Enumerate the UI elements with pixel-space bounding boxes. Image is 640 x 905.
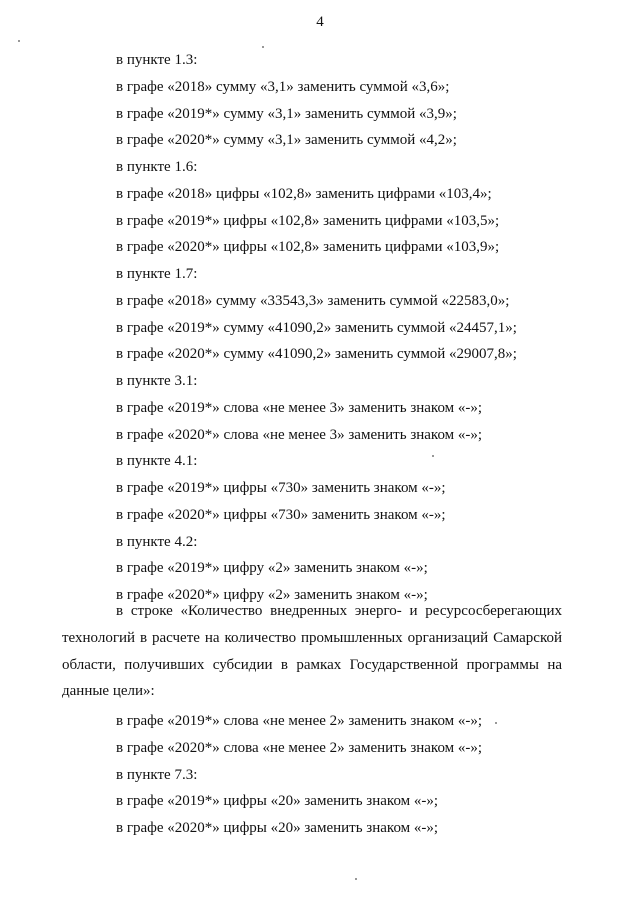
amendment-line: в графе «2019*» слова «не менее 3» заменить знаком «-»;	[116, 399, 483, 416]
amendment-line: в графе «2019*» сумму «3,1» заменить суммой «3,9»;	[116, 105, 457, 122]
amendment-line: в графе «2019*» цифры «20» заменить знаком «-»;	[116, 793, 439, 810]
scan-speck	[18, 40, 20, 42]
amendment-line: в графе «2020*» сумму «3,1» заменить суммой «4,2»;	[116, 132, 457, 149]
page-number: 4	[316, 14, 324, 30]
amendment-line: в графе «2019*» сумму «41090,2» заменить суммой «24457,1»;	[116, 319, 517, 336]
amendment-line: в графе «2018» цифры «102,8» заменить цифрами «103,4»;	[116, 185, 492, 202]
amendment-line: в графе «2019*» цифры «730» заменить знаком «-»;	[116, 480, 446, 496]
scan-speck	[355, 878, 357, 880]
amendment-line: в графе «2020*» слова «не менее 3» заменить знаком «-»;	[116, 426, 483, 443]
amendment-line: в графе «2019*» цифру «2» заменить знаком «-»;	[116, 560, 428, 577]
amendment-line: в графе «2019*» слова «не менее 2» заменить знаком «-»;	[116, 713, 483, 729]
amendment-line: в графе «2019*» цифры «102,8» заменить цифрами «103,5»;	[116, 212, 500, 229]
amendment-line: в пункте 1.7:	[116, 266, 198, 282]
amendment-line: в графе «2020*» цифры «20» заменить знаком «-»;	[116, 820, 439, 836]
amendment-line: в пункте 4.2:	[116, 533, 198, 550]
amendment-line: в графе «2020*» слова «не менее 2» заменить знаком «-»;	[116, 739, 483, 756]
amendment-line: в пункте 7.3:	[116, 766, 198, 783]
amendment-line: в графе «2018» сумму «3,1» заменить суммой «3,6»;	[116, 78, 450, 95]
amendment-line: в графе «2018» сумму «33543,3» заменить суммой «22583,0»;	[116, 292, 510, 309]
scan-speck	[262, 46, 264, 48]
amendment-line: в графе «2020*» цифру «2» заменить знаком «-»;	[116, 587, 428, 603]
amendment-line: в графе «2020*» цифры «730» заменить знаком «-»;	[116, 506, 446, 523]
amendment-line: в пункте 1.3:	[116, 52, 198, 68]
amendment-line: в пункте 1.6:	[116, 159, 198, 175]
amendment-line: в пункте 4.1:	[116, 453, 198, 470]
scan-speck	[432, 455, 434, 457]
amendment-line: в графе «2020*» сумму «41090,2» заменить суммой «29007,8»;	[116, 346, 517, 363]
amendment-line: в графе «2020*» цифры «102,8» заменить цифрами «103,9»;	[116, 239, 500, 256]
amendment-line: в пункте 3.1:	[116, 373, 198, 389]
paragraph-row-description: в строке «Количество внедренных энерго- и ресурсосберегающих технологий в расчете на количество промышленных организаций Самарской области, получивших субсидии в рамках Государственной программы на данные цели»:	[62, 603, 562, 700]
scan-speck	[495, 722, 497, 724]
